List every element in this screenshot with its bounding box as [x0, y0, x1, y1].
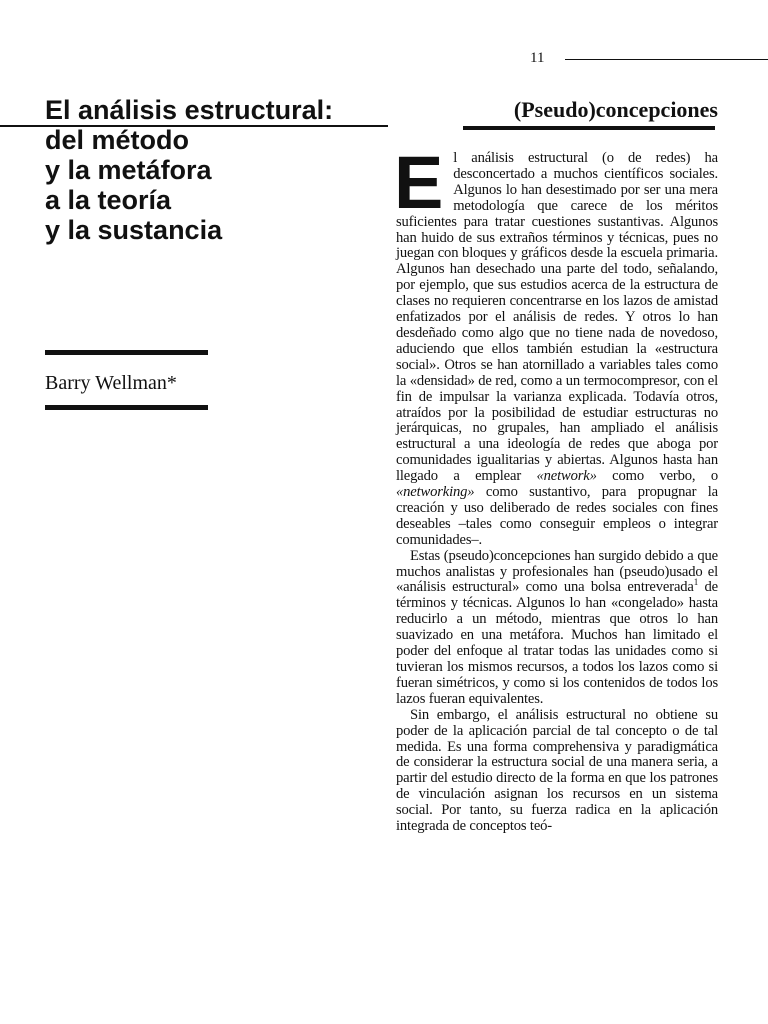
author-name: Barry Wellman* [45, 372, 177, 394]
paragraph-1-text-c: como sustantivo, para propugnar la creación y uso deliberado de redes sociales con fines deseables –tales como conseguir empleos o integrar comunidades–. [396, 484, 718, 548]
page-number: 11 [530, 50, 545, 66]
drop-cap: E [394, 141, 444, 224]
title-line-4: a la teoría [45, 185, 172, 215]
author-rule-bottom [45, 405, 208, 410]
paragraph-2-text-b: de términos y técnicas. Algunos lo han «congelado» hasta reducirlo a un método, mientras que otros lo han suavizado en una metáfora. Muchos han limitado el poder del enfoque al tratar todas las unidades como si tuvieran los mismos recursos, a todos los lazos como si fueran simétricos, y como si los contenidos de todos los lazos fueran equivalentes. [396, 579, 718, 707]
paragraph-2 [396, 549, 718, 708]
footnote-marker[interactable]: 1 [693, 577, 699, 588]
networking-term: «networking» [396, 484, 475, 501]
title-line-3: y la metáfora [45, 155, 212, 185]
author-rule-top [45, 350, 208, 355]
network-term: «network» [536, 468, 597, 485]
section-rule [463, 126, 715, 130]
article-title [45, 95, 395, 245]
title-line-2: del método [45, 125, 190, 155]
title-line-1: El análisis estructural: [45, 95, 334, 125]
page-number-rule [565, 59, 768, 60]
article-body [394, 141, 718, 835]
paragraph-1 [394, 141, 718, 549]
section-heading: (Pseudo)concepciones [513, 97, 718, 122]
title-line-5: y la sustancia [45, 215, 223, 245]
paragraph-3: Sin embargo, el análisis estructural no obtiene su poder de la aplicación parcial de tal concepto o de tal medida. Es una forma comprehensiva y paradigmática de considerar la estructura social de una manera seria, a partir del estudio directo de la forma en que los patrones de vinculación asignan los recursos en un sistema social. Por tanto, su fuerza radica en la aplicación integrada de conceptos teó- [396, 706, 718, 835]
paragraph-2-text-a: Estas (pseudo)concepciones han surgido debido a que muchos analistas y profesionales han (pseudo)usado el «análisis estructural» como una bolsa entreverada [396, 547, 718, 596]
paragraph-1-text-b: como verbo, o [596, 468, 718, 485]
paragraph-1-text-a: l análisis estructural (o de redes) ha desconcertado a muchos científicos sociales. Algunos lo han desestimado por ser una mera metodología que carece de los méritos suficientes para tratar cuestiones sustantivas. Algunos han huido de sus extraños términos y técnicas, pues no juegan con bloques y gráficos desde la escuela primaria. Algunos han desechado una parte del todo, señalando, por ejemplo, que sus estudios acerca de la estructura de clases no requieren concentrarse en los lazos de amistad enfatizados por el análisis de redes. Y otros lo han desdeñado como algo que no tiene nada de novedoso, aduciendo que ellos también estudian la «estructura social». Otros se han atornillado a variables tales como la «densidad» de red, como a un termocompresor, con el fin de impulsar la varianza explicada. Todavía otros, atraídos por la posibilidad de estudiar estructuras no jerárquicas, no grupales, han ampliado el análisis estructural a una ideología de redes que aboga por comunidades igualitarias y abiertas. Algunos hasta han llegado a emplear [396, 150, 718, 485]
